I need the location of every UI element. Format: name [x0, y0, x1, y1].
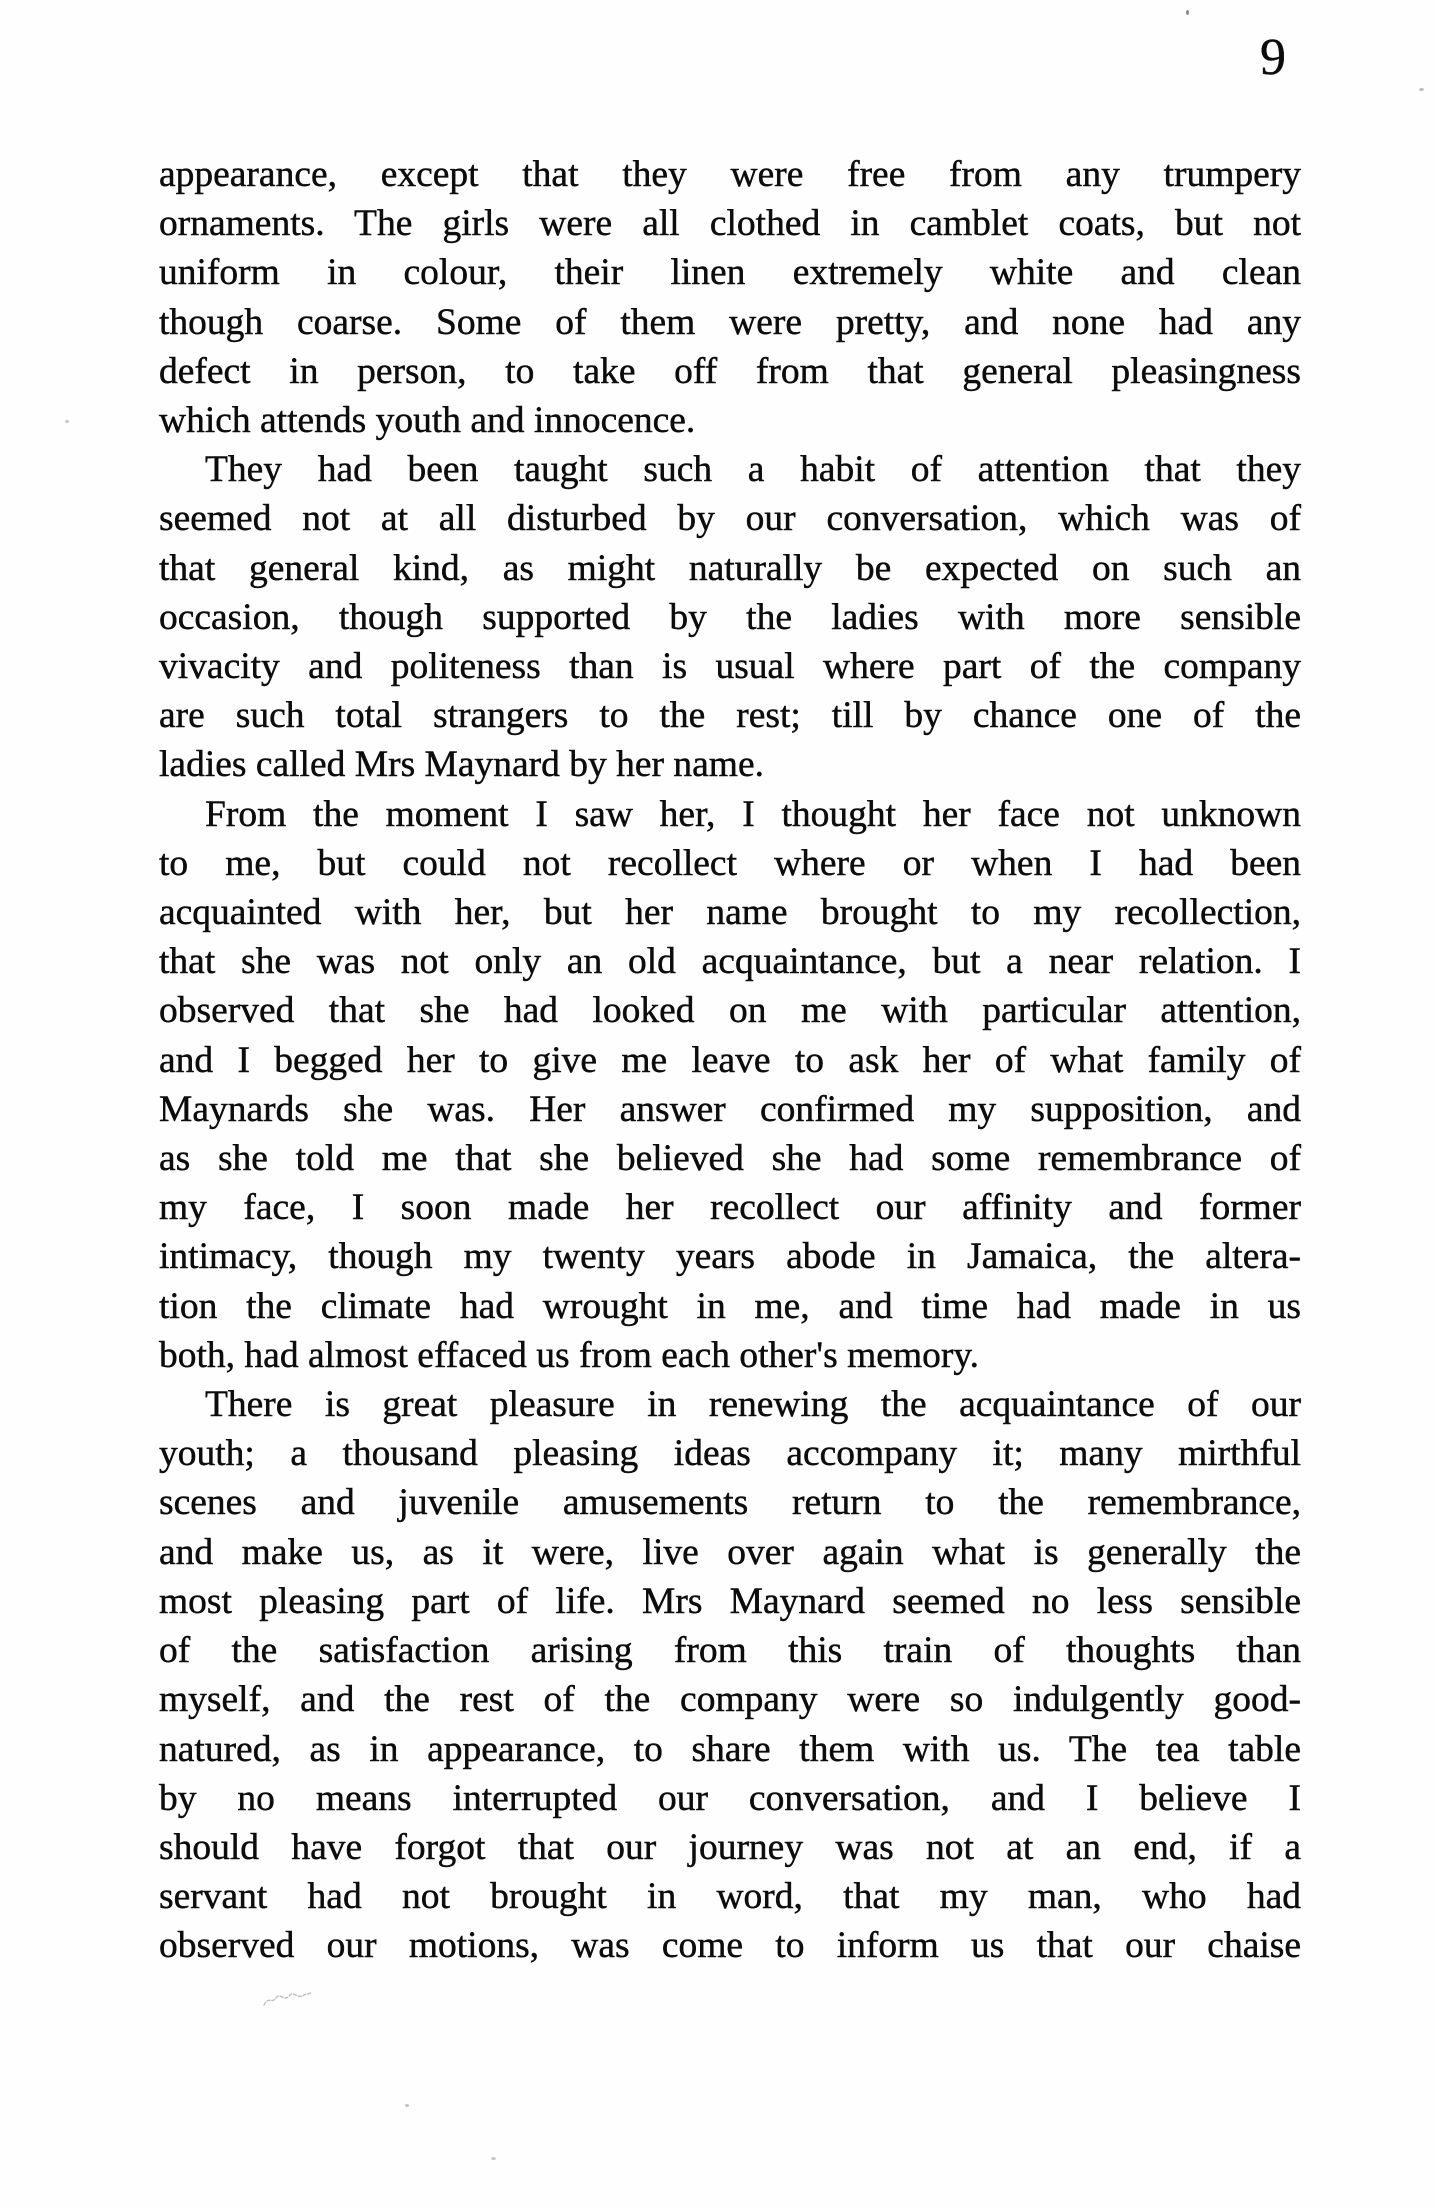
text-line: There is great pleasure in renewing the acquaintance of our	[205, 1384, 1301, 1426]
text-line: should have forgot that our journey was not at an end, if a	[159, 1826, 1301, 1868]
scan-speckle	[65, 420, 69, 423]
text-line: most pleasing part of life. Mrs Maynard seemed no less sensible	[159, 1580, 1301, 1622]
scan-speckle	[1419, 88, 1424, 91]
text-line: youth; a thousand pleasing ideas accompany it; many mirthful	[159, 1433, 1301, 1475]
text-line: of the satisfaction arising from this train of thoughts than	[159, 1630, 1301, 1672]
text-line: servant had not brought in word, that my man, who had	[159, 1876, 1301, 1918]
text-line: defect in person, to take off from that general pleasingness	[159, 350, 1301, 392]
text-line: They had been taught such a habit of attention that they	[205, 449, 1301, 491]
scan-speckle	[405, 2104, 409, 2107]
text-line: natured, as in appearance, to share them with us. The tea table	[159, 1728, 1301, 1770]
text-line: vivacity and politeness than is usual where part of the company	[159, 646, 1301, 688]
text-line: myself, and the rest of the company were so indulgently good-	[159, 1679, 1301, 1721]
text-line: occasion, though supported by the ladies with more sensible	[159, 596, 1301, 638]
text-line: which attends youth and innocence.	[159, 400, 696, 442]
text-line: seemed not at all disturbed by our conversation, which was of	[159, 498, 1301, 540]
text-line: tion the climate had wrought in me, and time had made in us	[159, 1285, 1301, 1327]
text-line: intimacy, though my twenty years abode in Jamaica, the altera-	[159, 1236, 1301, 1278]
text-line: and I begged her to give me leave to ask her of what family of	[159, 1039, 1301, 1081]
text-line: From the moment I saw her, I thought her face not unknown	[205, 793, 1301, 835]
text-line: scenes and juvenile amusements return to the remembrance,	[159, 1482, 1301, 1524]
text-line: acquainted with her, but her name brought to my recollection,	[159, 892, 1301, 934]
page-number: 9	[1260, 29, 1286, 86]
paragraph-3	[159, 790, 1301, 1380]
text-line: uniform in colour, their linen extremely white and clean	[159, 252, 1301, 294]
text-line: observed that she had looked on me with particular attention,	[159, 990, 1301, 1032]
text-line: are such total strangers to the rest; till by chance one of the	[159, 695, 1301, 737]
paragraph-2	[159, 445, 1301, 789]
text-line: though coarse. Some of them were pretty, and none had any	[159, 301, 1301, 343]
text-line: ornaments. The girls were all clothed in camblet coats, but not	[159, 203, 1301, 245]
scan-speckle	[1186, 10, 1189, 15]
text-line: observed our motions, was come to inform us that our chaise	[159, 1925, 1301, 1967]
scan-speckle	[491, 2157, 496, 2160]
paragraph-4	[159, 1380, 1301, 1970]
paragraph-1	[159, 150, 1301, 445]
page-text	[159, 150, 1301, 1971]
text-line: as she told me that she believed she had some remembrance of	[159, 1138, 1301, 1180]
text-line: appearance, except that they were free from any trumpery	[159, 154, 1301, 195]
text-line: my face, I soon made her recollect our affinity and former	[159, 1187, 1301, 1229]
text-line: and make us, as it were, live over again what is generally the	[159, 1531, 1301, 1573]
text-line: to me, but could not recollect where or when I had been	[159, 842, 1301, 884]
text-line: both, had almost effaced us from each other's memory.	[159, 1334, 980, 1376]
text-line: that she was not only an old acquaintance, but a near relation. I	[159, 941, 1301, 983]
text-line: that general kind, as might naturally be expected on such an	[159, 547, 1301, 589]
text-line: by no means interrupted our conversation, and I believe I	[159, 1777, 1301, 1819]
text-line: Maynards she was. Her answer confirmed my supposition, and	[159, 1088, 1301, 1130]
pencil-mark	[262, 1988, 314, 2010]
text-line: ladies called Mrs Maynard by her name.	[159, 744, 764, 786]
